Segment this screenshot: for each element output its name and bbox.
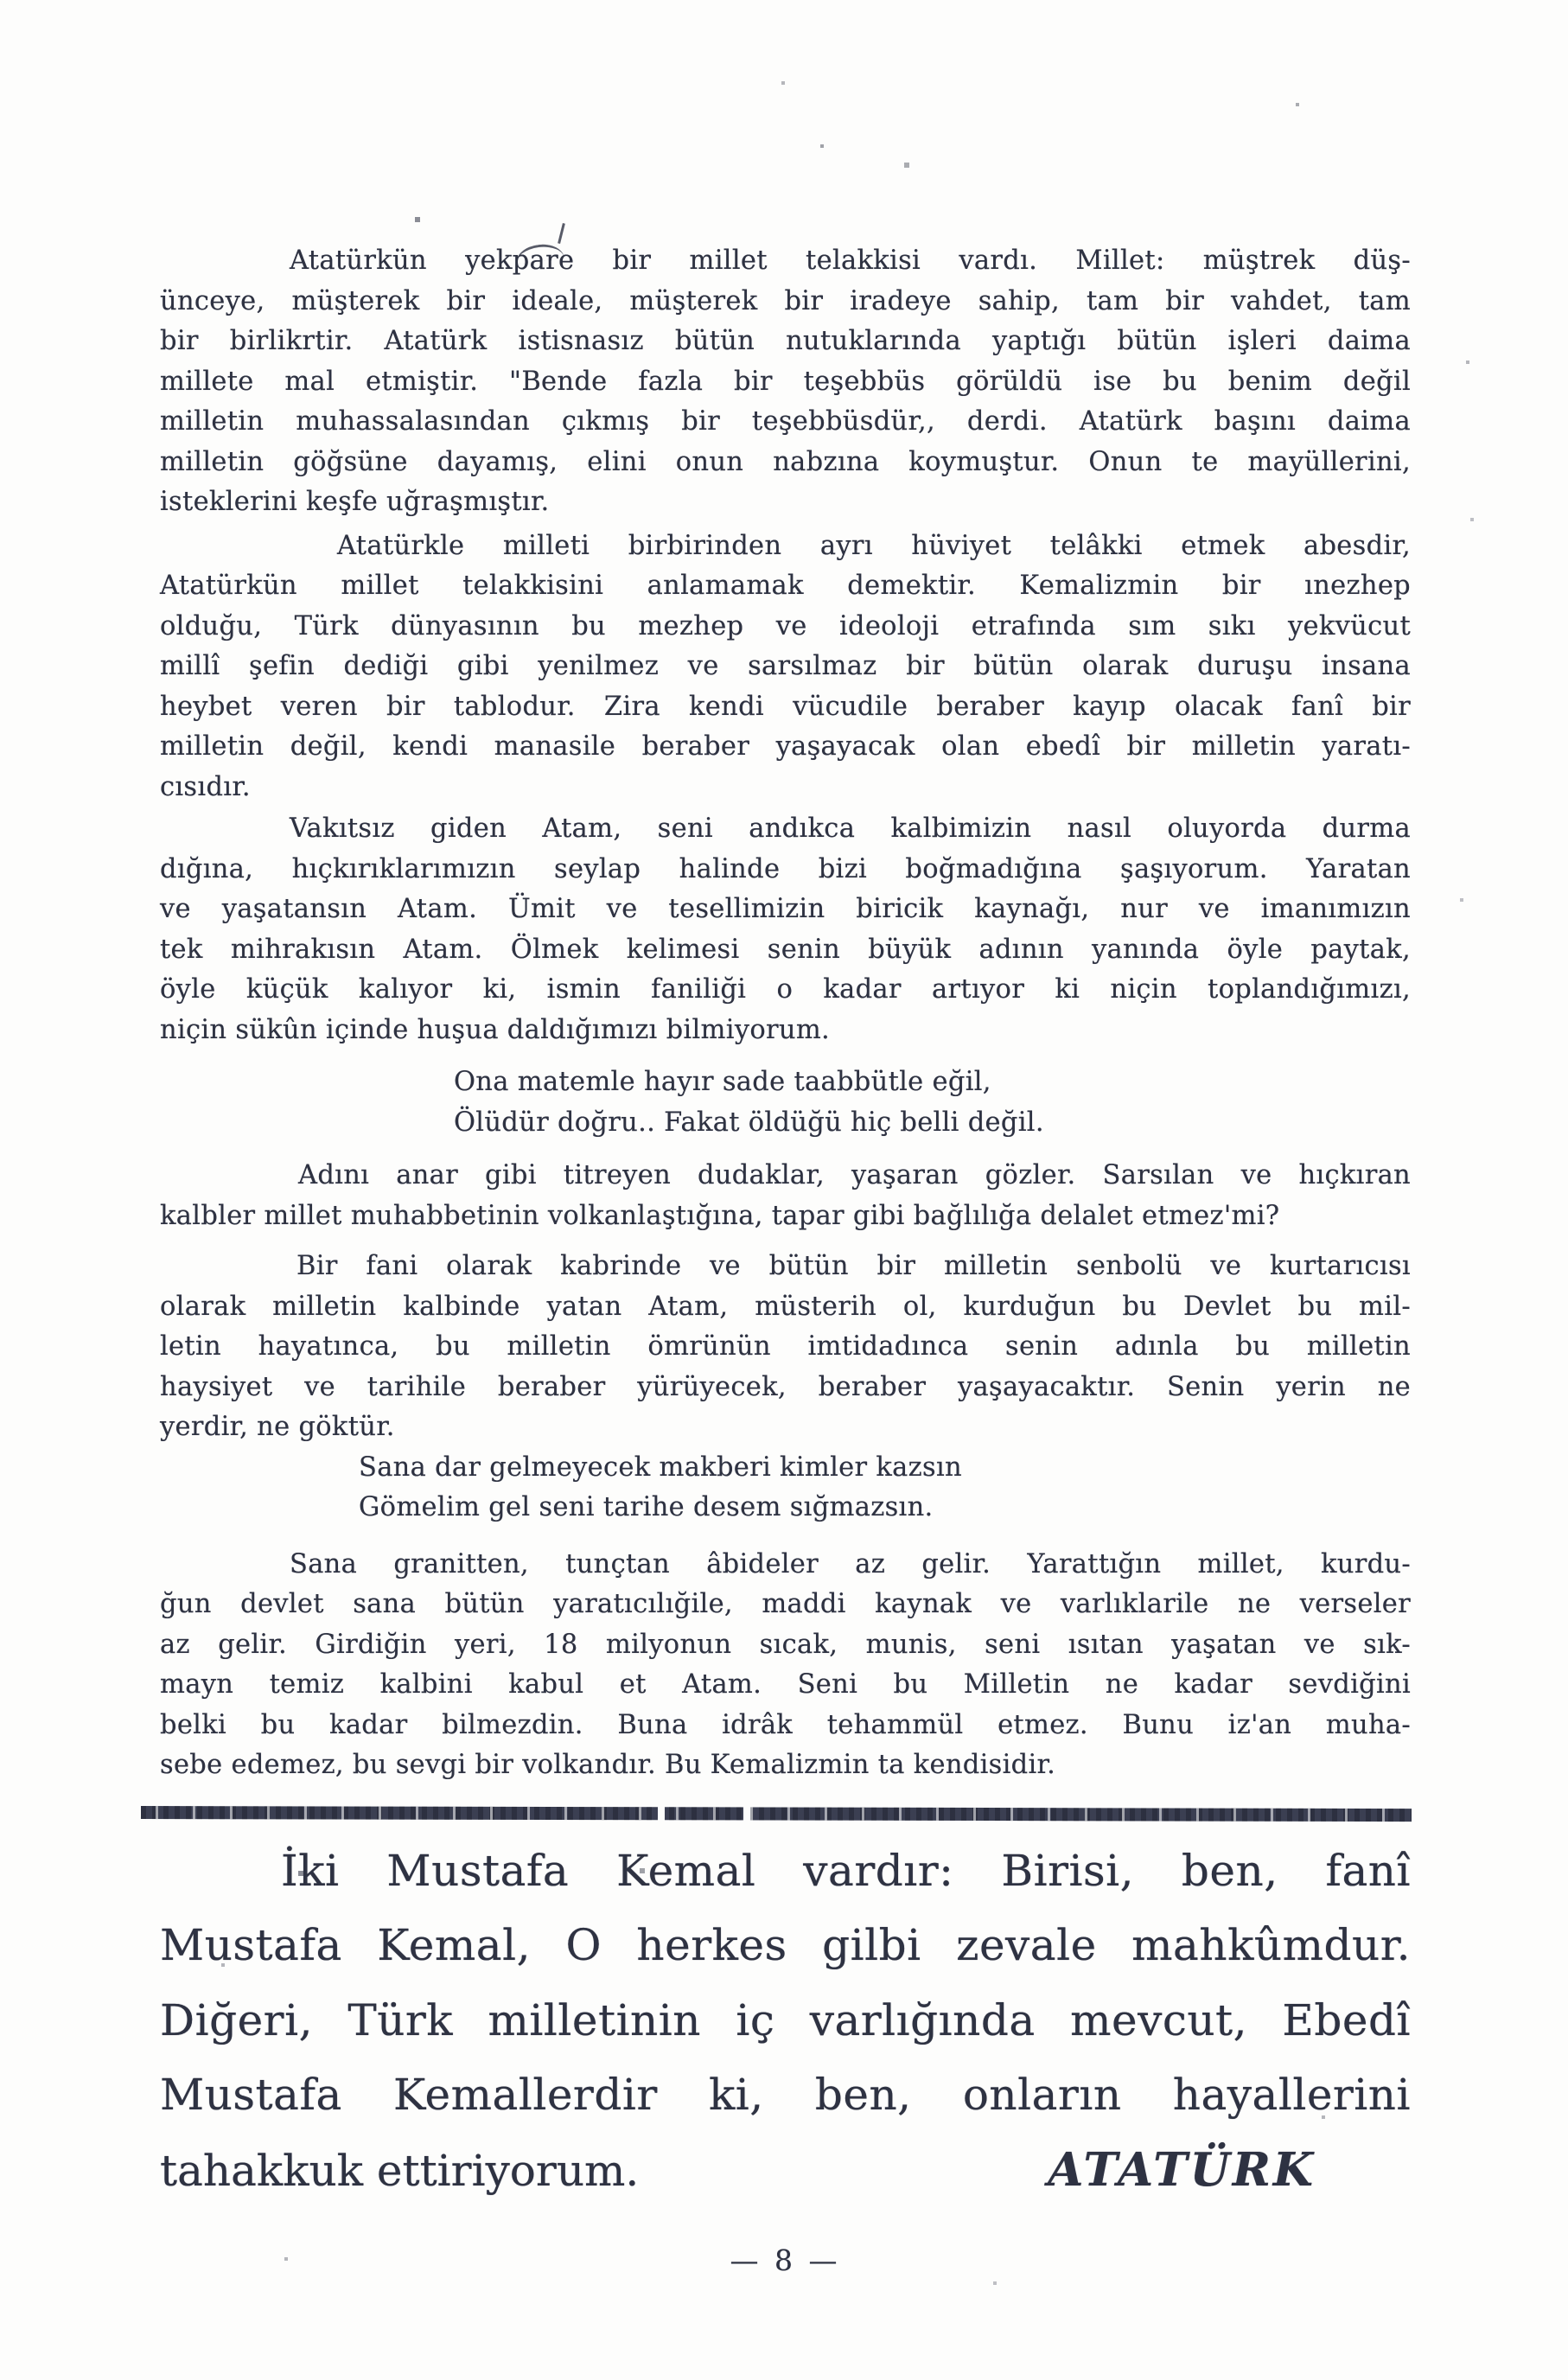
text-line: olduğu, Türk dünyasının bu mezhep ve ideoloji etrafında sım sıkı yekvücut <box>160 610 1411 641</box>
text-line: millete mal etmiştir. "Bende fazla bir teşebbüs görüldü ise bu benim değil <box>160 366 1411 397</box>
text-line: milletin göğsüne dayamış, elini onun nabzına koymuştur. Onun te mayüllerini, <box>160 446 1411 477</box>
verse-block <box>160 1062 1411 1143</box>
text-line: tek mihrakısın Atam. Ölmek kelimesi senin büyük adının yanında öyle paytak, <box>160 934 1411 965</box>
text-line: Atatürkün millet telakkisini anlamamak demektir. Kemalizmin bir ınezhep <box>160 571 1411 601</box>
quote-closing-line <box>160 2133 1411 2209</box>
text-line: Mustafa Kemal, O herkes gilbi zevale mahkûmdur. <box>160 1920 1411 1970</box>
scan-noise-specks <box>0 0 2 2</box>
text-line: ve yaşatansın Atam. Ümit ve tesellimizin biricik kaynağı, nur ve imanımızın <box>160 894 1411 924</box>
text-line: Sana granitten, tunçtan âbideler az gelir. Yarattığın millet, kurdu- <box>290 1548 1411 1579</box>
text-line: ünceye, müşterek bir ideale, müşterek bir iradeye sahip, tam bir vahdet, tam <box>160 285 1411 316</box>
text-line: cısıdır. <box>160 771 251 802</box>
text-line: ğun devlet sana bütün yaratıcılığile, maddi kaynak ve varlıklarile ne verseler <box>160 1589 1411 1619</box>
author-signature: ATATÜRK <box>1048 2142 1316 2197</box>
text-line: niçin sükûn içinde huşua daldığımızı bilmiyorum. <box>160 1014 831 1045</box>
text-line: milletin değil, kendi manasile beraber yaşayacak olan ebedî bir milletin yaratı- <box>160 731 1411 762</box>
text-line: Vakıtsız giden Atam, seni andıkca kalbimizin nasıl oluyorda durma <box>290 814 1411 844</box>
paragraph-block <box>160 809 1411 1050</box>
text-line: milletin muhassalasından çıkmış bir teşebbüsdür,, derdi. Atatürk başını daima <box>160 406 1411 437</box>
section-divider <box>141 1806 1412 1822</box>
text-line: heybet veren bir tablodur. Zira kendi vücudile beraber kayıp olacak fanî bir <box>160 691 1411 722</box>
document-content <box>160 241 1411 2281</box>
text-line: mayn temiz kalbini kabul et Atam. Seni bu Milletin ne kadar sevdiğini <box>160 1669 1411 1700</box>
paragraph-block <box>160 526 1411 808</box>
paragraph-block <box>160 1156 1411 1236</box>
text-line: dığına, hıçkırıklarımızın seylap halinde bizi boğmadığına şaşıyorum. Yaratan <box>160 853 1411 884</box>
text-line: Ona matemle hayır sade taabbütle eğil, <box>454 1067 991 1097</box>
page-number: — 8 — <box>730 2243 841 2277</box>
text-line: bir birlikrtir. Atatürk istisnasız bütün nutuklarında yaptığı bütün işleri daima <box>160 326 1411 356</box>
text-line: Atatürkün yekpare bir millet telakkisi vardı. Millet: müştrek düş- <box>290 246 1411 276</box>
text-line: İki Mustafa Kemal vardır: Birisi, ben, fanî <box>281 1845 1411 1896</box>
paragraph-block <box>160 241 1411 523</box>
paragraph-block <box>160 1545 1411 1786</box>
divider-gap <box>658 1806 665 1821</box>
text-line: Bir fani olarak kabrinde ve bütün bir milletin senbolü ve kurtarıcısı <box>296 1251 1411 1281</box>
text-line: belki bu kadar bilmezdin. Buna idrâk tehammül etmez. Bunu iz'an muha- <box>160 1709 1411 1740</box>
quote-closing-text: tahakkuk ettiriyorum. <box>160 2145 640 2196</box>
text-line: haysiyet ve tarihile beraber yürüyecek, beraber yaşayacaktır. Senin yerin ne <box>160 1371 1411 1402</box>
text-line: yerdir, ne göktür. <box>160 1412 395 1442</box>
divider-gap <box>743 1806 750 1821</box>
text-line: Sana dar gelmeyecek makberi kimler kazsın <box>359 1452 962 1483</box>
text-line: Adını anar gibi titreyen dudaklar, yaşaran gözler. Sarsılan ve hıçkıran <box>298 1160 1411 1190</box>
text-line: letin hayatınca, bu milletin ömrünün imtidadınca senin adınla bu milletin <box>160 1331 1411 1362</box>
text-line: az gelir. Girdiğin yeri, 18 milyonun sıcak, munis, seni ısıtan yaşatan ve sık- <box>160 1629 1411 1660</box>
text-line: Diğeri, Türk milletinin iç varlığında mevcut, Ebedî <box>160 1994 1411 2045</box>
text-line: Gömelim gel seni tarihe desem sığmazsın. <box>359 1492 934 1522</box>
text-line: kalbler millet muhabbetinin volkanlaştığına, tapar gibi bağlılığa delalet etmez'mi? <box>160 1200 1280 1231</box>
text-line: Atatürkle milleti birbirinden ayrı hüviyet telâkki etmek abesdir, <box>337 530 1411 561</box>
text-line: millî şefin dediği gibi yenilmez ve sarsılmaz bir bütün olarak duruşu insana <box>160 651 1411 681</box>
text-line: Ölüdür doğru.. Fakat öldüğü hiç belli değil. <box>454 1107 1044 1138</box>
text-line: öyle küçük kalıyor ki, ismin faniliği o kadar artıyor ki niçin toplandığımızı, <box>160 974 1411 1005</box>
text-line: isteklerini keşfe uğraşmıştır. <box>160 487 550 517</box>
verse-block <box>160 1448 1411 1528</box>
text-line: Mustafa Kemallerdir ki, ben, onların hayallerini <box>160 2070 1411 2120</box>
paragraph-block <box>160 1247 1411 1448</box>
text-line: sebe edemez, bu sevgi bir volkandır. Bu Kemalizmin ta kendisidir. <box>160 1750 1056 1780</box>
text-line: olarak milletin kalbinde yatan Atam, müsterih ol, kurduğun bu Devlet bu mil- <box>160 1291 1411 1322</box>
ataturk-quote-block <box>160 1834 1411 2209</box>
